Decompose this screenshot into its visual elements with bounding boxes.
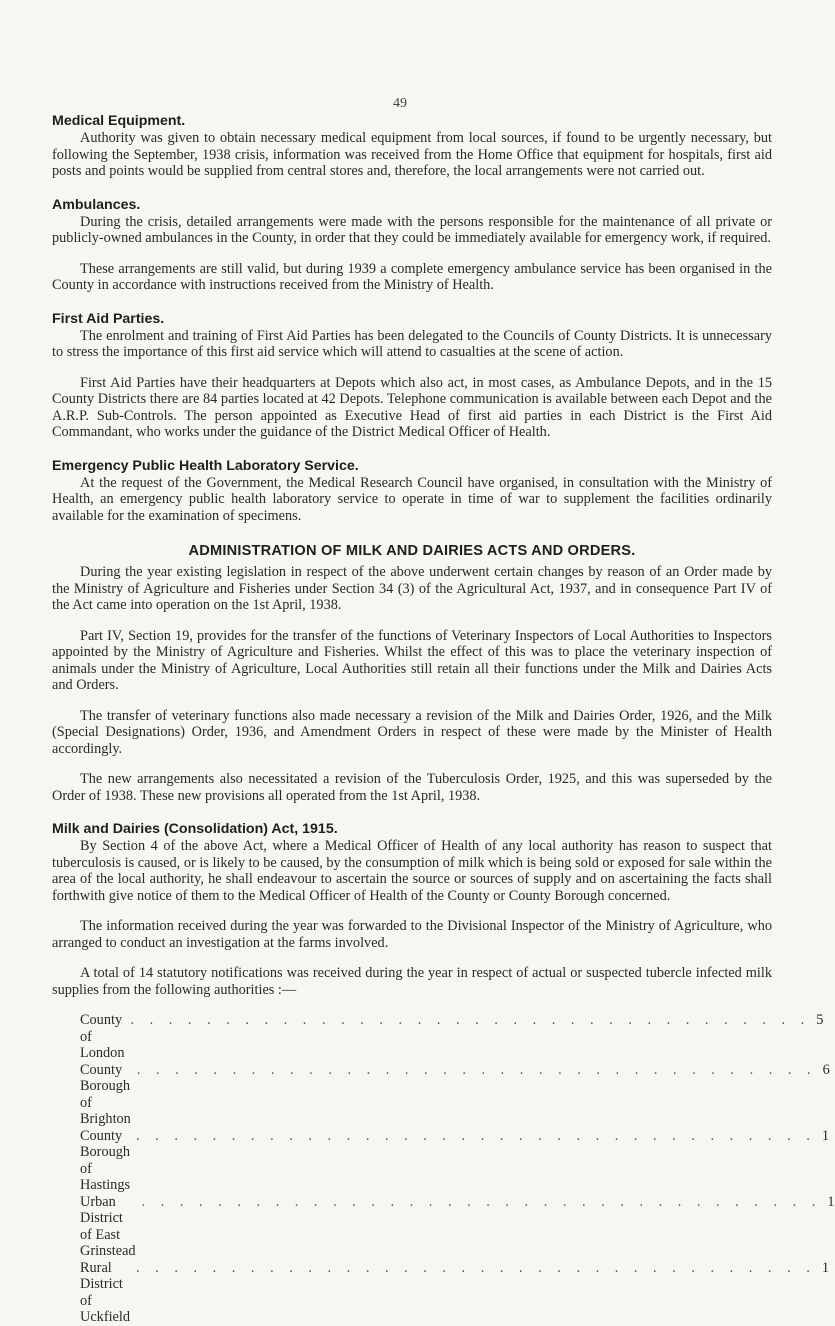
authorities-list — [80, 1012, 835, 1326]
authority-count: 1 — [827, 1193, 835, 1210]
authority-count: 1 — [821, 1127, 829, 1144]
leader-dots: . . . . . . . . . . . . . . . . . . . . . . . . . . . . . . . . . . . . — [141, 1193, 822, 1210]
authority-name: Urban District of East Grinstead — [80, 1193, 136, 1259]
paragraph: A total of 14 statutory notifications was received during the year in respect of actual or suspected tubercle infected milk supplies from the following authorities :— — [52, 965, 772, 998]
authority-name: Rural District of Uckfield — [80, 1259, 131, 1325]
paragraph: The information received during the year was forwarded to the Divisional Inspector of the Ministry of Agriculture, who arranged to conduct an investigation at the farms involved. — [52, 918, 772, 951]
leader-dots: . . . . . . . . . . . . . . . . . . . . . . . . . . . . . . . . . . . . — [136, 1127, 816, 1144]
authority-name: County of London — [80, 1012, 125, 1061]
leader-dots: . . . . . . . . . . . . . . . . . . . . . . . . . . . . . . . . . . . . — [136, 1259, 816, 1276]
heading-medical-equipment: Medical Equipment. — [52, 113, 186, 129]
list-item — [80, 1061, 830, 1128]
paragraph: During the year existing legislation in respect of the above underwent certain changes by reason of an Order made by the Ministry of Agriculture and Fisheries under Section 34 (3) of the Agricultural Act, 1937, and in consequence Part IV of the Act came into operation on the 1st April, 1938. — [52, 564, 772, 613]
heading-ambulances: Ambulances. — [52, 196, 141, 213]
paragraph: During the crisis, detailed arrangements were made with the persons responsible for the maintenance of all private or publicly-owned ambulances in the County, in order that they could be immediately available for emergency work, if required. — [52, 213, 772, 246]
list-item — [80, 1012, 824, 1062]
paragraph: These arrangements are still valid, but during 1939 a complete emergency ambulance service has been organised in the County in accordance with instructions received from the Ministry of Health. — [52, 260, 772, 293]
heading-emergency-laboratory: Emergency Public Health Laboratory Service. — [52, 457, 359, 474]
list-item — [80, 1127, 829, 1194]
paragraph: The transfer of veterinary functions also made necessary a revision of the Milk and Dairies Order, 1926, and the Milk (Special Designations) Order, 1936, and Amendment Orders in respect of these were made by the Minister of Health accordingly. — [52, 707, 772, 757]
authority-name: County Borough of Hastings — [80, 1127, 131, 1193]
list-item — [80, 1259, 829, 1326]
paragraph: First Aid Parties have their headquarters at Depots which also act, in most cases, as Ambulance Depots, and in the 15 County Districts there are 84 parties located at 42 Depots. Telephone communication is available between each Depot and the A.R.P. Sub-Controls. The person appointed as Executive Head of first aid parties in each District is the First Aid Commandant, who works under the guidance of the District Medical Officer of Health. — [52, 374, 772, 440]
leader-dots: . . . . . . . . . . . . . . . . . . . . . . . . . . . . . . . . . . . . — [136, 1061, 817, 1078]
authority-count: 1 — [821, 1259, 829, 1276]
authority-count: 6 — [822, 1061, 830, 1078]
heading-milk-dairies-act: Milk and Dairies (Consolidation) Act, 1915. — [52, 821, 338, 837]
heading-first-aid-parties: First Aid Parties. — [52, 310, 165, 327]
paragraph: At the request of the Government, the Medical Research Council have organised, in consultation with the Ministry of Health, an emergency public health laboratory service to operate in time of war to supplement the facilities ordinarily available for the examination of specimens. — [52, 474, 772, 524]
authority-name: County Borough of Brighton — [80, 1061, 131, 1127]
leader-dots: . . . . . . . . . . . . . . . . . . . . . . . . . . . . . . . . . . . . — [130, 1012, 811, 1028]
paragraph: By Section 4 of the above Act, where a Medical Officer of Health of any local authority has reason to suspect that tuberculosis is caused, or is likely to be caused, by the consumption of milk which is being sold or exposed for sale within the area of the local authority, he shall endeavour to ascertain the source or sources of supply and on ascertaining the facts shall forthwith give notice of them to the Medical Officer of Health of the County or County Borough concerned. — [52, 838, 772, 904]
paragraph: Part IV, Section 19, provides for the transfer of the functions of Veterinary Inspectors of Local Authorities to Inspectors appointed by the Ministry of Agriculture and Fisheries. Whilst the effect of this was to place the veterinary inspection of animals under the Ministry of Agriculture, Local Authorities still retain all their functions under the Milk and Dairies Acts and Orders. — [52, 627, 772, 693]
paragraph: The enrolment and training of First Aid Parties has been delegated to the Councils of County Districts. It is unnecessary to stress the importance of this first aid service which will attend to casualties at the scene of action. — [52, 327, 772, 360]
authority-count: 5 — [816, 1012, 824, 1028]
heading-administration: ADMINISTRATION OF MILK AND DAIRIES ACTS AND ORDERS. — [188, 543, 636, 559]
paragraph: Authority was given to obtain necessary medical equipment from local sources, if found to be urgently necessary, but following the September, 1938 crisis, information was received from the Home Office that equipment for hospitals, first aid posts and points would be supplied from central stores and, therefore, the local arrangements were not carried out. — [52, 130, 772, 179]
page-number: 49 — [393, 96, 407, 111]
page-content — [52, 112, 835, 1326]
list-item — [80, 1193, 835, 1260]
paragraph: The new arrangements also necessitated a revision of the Tuberculosis Order, 1925, and this was superseded by the Order of 1938. These new provisions all operated from the 1st April, 1938. — [52, 771, 772, 804]
